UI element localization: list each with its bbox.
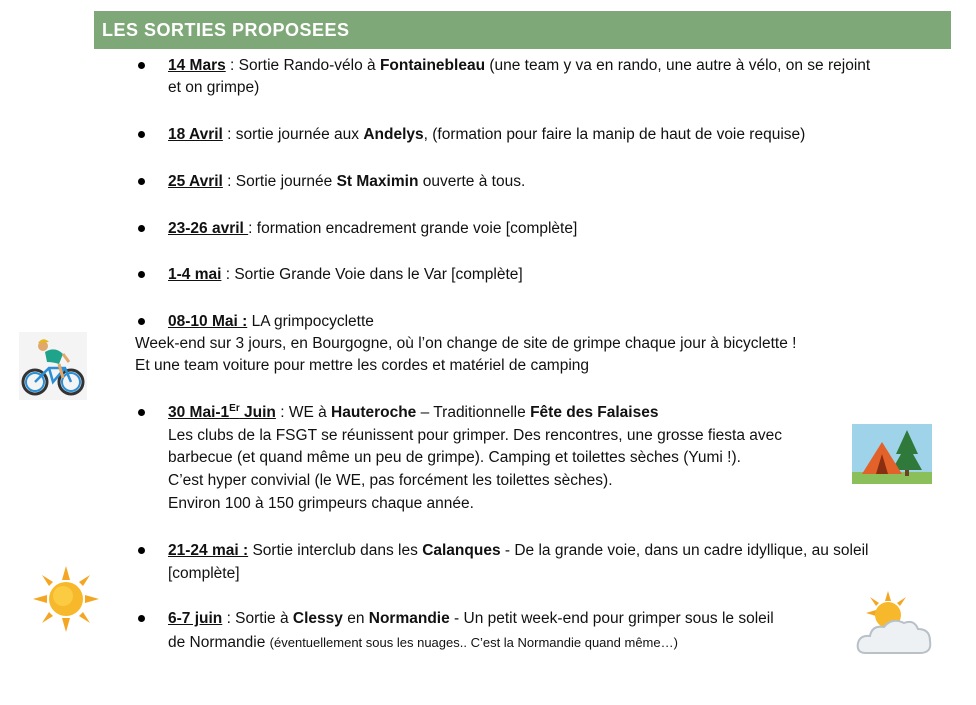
bullet [138,547,145,554]
bullet [138,225,145,232]
item-date: 30 Mai-1Er Juin [168,402,276,421]
list-item [168,608,774,630]
item-text: : Sortie à [222,610,293,627]
item-text: de Normandie [168,634,270,651]
item-place: Hauteroche [331,404,417,421]
item-date: 08-10 Mai : [168,313,248,330]
sun-behind-cloud-icon [852,589,936,661]
bullet [138,615,145,622]
item-line [168,632,678,654]
item-text: , (formation pour faire la manip de haut de voie requise) [423,126,806,143]
item-text: : Sortie Grande Voie dans le Var [complète] [221,266,523,283]
camping-tent-icon [852,424,932,484]
item-line: Environ 100 à 150 grimpeurs chaque année. [168,495,474,512]
bullet [138,409,145,416]
list-item [168,311,374,333]
item-text: en [342,610,369,627]
item-line: Et une team voiture pour mettre les cordes et matériel de camping [135,357,590,374]
cyclist-icon [19,332,87,400]
list-item [168,264,523,286]
item-date: 1-4 mai [168,266,222,283]
item-text: Sortie interclub dans les [248,542,423,559]
item-text: - De la grande voie, dans un cadre idyllique, au soleil [500,542,869,559]
list-item [168,124,805,146]
item-place: Andelys [363,126,424,143]
bullet [138,178,145,185]
item-line: C’est hyper convivial (le WE, pas forcément les toilettes sèches). [168,472,613,489]
item-date: 25 Avril [168,173,223,190]
item-line: et on grimpe) [168,79,260,96]
item-text: : Sortie Rando-vélo à [225,57,380,74]
item-text: - Un petit week-end pour grimper sous le soleil [449,610,774,627]
sun-icon [33,566,99,632]
list-item [168,402,658,424]
item-date: 6-7 juin [168,610,223,627]
bullet [138,62,145,69]
item-line: Week-end sur 3 jours, en Bourgogne, où l’on change de site de grimpe chaque jour à bicyclette ! [135,335,797,352]
item-text: : Sortie journée [222,173,337,190]
item-text: LA grimpocyclette [247,313,374,330]
list-item [168,171,525,193]
item-text: – Traditionnelle [416,404,531,421]
item-line: barbecue (et quand même un peu de grimpe). Camping et toilettes sèches (Yumi !). [168,449,741,466]
item-text: : WE à [275,404,332,421]
list-item [168,218,577,240]
item-date: 23-26 avril [168,220,249,237]
bullet [138,131,145,138]
item-text: (une team y va en rando, une autre à vélo, on se rejoint [485,57,871,74]
item-line: [complète] [168,565,240,582]
bullet [138,271,145,278]
item-place: Normandie [368,610,450,627]
list-item [168,55,870,77]
item-place: St Maximin [336,173,419,190]
item-date: 18 Avril [168,126,223,143]
item-text: ouverte à tous. [418,173,526,190]
item-text: : formation encadrement grande voie [complète] [248,220,578,237]
item-text: : sortie journée aux [222,126,364,143]
item-place: Clessy [292,610,343,627]
item-date: 21-24 mai : [168,542,249,559]
item-note: (éventuellement sous les nuages.. C’est la Normandie quand même…) [269,635,678,650]
item-place: Calanques [422,542,501,559]
item-place: Fontainebleau [379,57,486,74]
section-title: LES SORTIES PROPOSEES [94,11,951,49]
bullet [138,318,145,325]
list-item [168,540,869,562]
item-line: Les clubs de la FSGT se réunissent pour grimper. Des rencontres, une grosse fiesta avec [168,427,782,444]
item-place: Fête des Falaises [530,404,659,421]
item-date: 14 Mars [168,57,226,74]
